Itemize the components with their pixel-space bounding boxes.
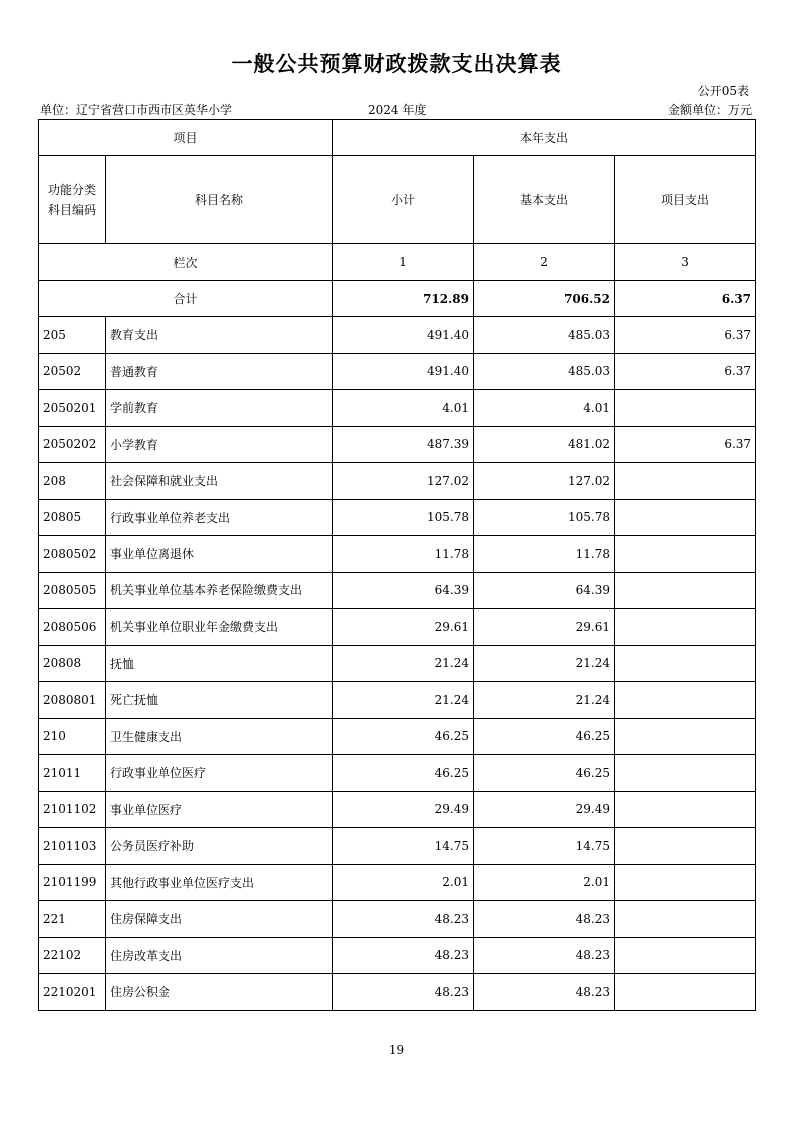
row-code: 2080502 xyxy=(39,536,106,573)
row-name: 事业单位医疗 xyxy=(106,791,333,828)
row-basic: 48.23 xyxy=(474,901,615,938)
row-project: 6.37 xyxy=(615,353,756,390)
row-name: 抚恤 xyxy=(106,645,333,682)
column-number-row xyxy=(39,244,756,281)
expenditure-table xyxy=(38,119,756,1011)
year-label: 2024 年度 xyxy=(368,103,427,117)
row-name: 公务员医疗补助 xyxy=(106,828,333,865)
row-project xyxy=(615,645,756,682)
table-row xyxy=(39,572,756,609)
row-subtotal: 21.24 xyxy=(333,645,474,682)
row-subtotal: 14.75 xyxy=(333,828,474,865)
row-name: 住房保障支出 xyxy=(106,901,333,938)
table-row xyxy=(39,937,756,974)
table-row xyxy=(39,463,756,500)
row-code: 2101199 xyxy=(39,864,106,901)
row-project: 6.37 xyxy=(615,426,756,463)
row-name: 卫生健康支出 xyxy=(106,718,333,755)
table-row xyxy=(39,426,756,463)
row-project xyxy=(615,718,756,755)
row-name: 行政事业单位养老支出 xyxy=(106,499,333,536)
total-label: 合计 xyxy=(39,281,333,317)
row-subtotal: 21.24 xyxy=(333,682,474,719)
row-basic: 48.23 xyxy=(474,937,615,974)
table-row xyxy=(39,645,756,682)
row-code: 2080506 xyxy=(39,609,106,646)
row-name: 住房改革支出 xyxy=(106,937,333,974)
total-project: 6.37 xyxy=(615,281,756,317)
row-project xyxy=(615,463,756,500)
row-code: 2101103 xyxy=(39,828,106,865)
row-basic: 29.49 xyxy=(474,791,615,828)
row-subtotal: 29.61 xyxy=(333,609,474,646)
table-row xyxy=(39,499,756,536)
row-code: 20808 xyxy=(39,645,106,682)
row-subtotal: 105.78 xyxy=(333,499,474,536)
row-code: 2210201 xyxy=(39,974,106,1011)
total-row xyxy=(39,281,756,317)
total-subtotal: 712.89 xyxy=(333,281,474,317)
column-label: 栏次 xyxy=(39,244,333,281)
row-project xyxy=(615,937,756,974)
total-basic: 706.52 xyxy=(474,281,615,317)
row-basic: 4.01 xyxy=(474,390,615,427)
table-row xyxy=(39,682,756,719)
row-basic: 14.75 xyxy=(474,828,615,865)
row-basic: 11.78 xyxy=(474,536,615,573)
row-basic: 485.03 xyxy=(474,317,615,354)
row-code: 2080801 xyxy=(39,682,106,719)
row-basic: 46.25 xyxy=(474,718,615,755)
row-subtotal: 487.39 xyxy=(333,426,474,463)
table-row xyxy=(39,974,756,1011)
row-basic: 21.24 xyxy=(474,682,615,719)
row-name: 死亡抚恤 xyxy=(106,682,333,719)
row-subtotal: 29.49 xyxy=(333,791,474,828)
header-code: 功能分类科目编码 xyxy=(39,156,106,244)
column-2: 2 xyxy=(474,244,615,281)
row-subtotal: 64.39 xyxy=(333,572,474,609)
header-basic: 基本支出 xyxy=(474,156,615,244)
row-name: 学前教育 xyxy=(106,390,333,427)
table-row xyxy=(39,718,756,755)
row-name: 机关事业单位职业年金缴费支出 xyxy=(106,609,333,646)
unit-label: 单位：辽宁省营口市西市区英华小学 xyxy=(40,103,233,117)
row-project xyxy=(615,682,756,719)
row-name: 行政事业单位医疗 xyxy=(106,755,333,792)
row-name: 社会保障和就业支出 xyxy=(106,463,333,500)
row-basic: 2.01 xyxy=(474,864,615,901)
header-project: 项目支出 xyxy=(615,156,756,244)
row-subtotal: 46.25 xyxy=(333,755,474,792)
row-basic: 485.03 xyxy=(474,353,615,390)
form-number: 公开05表 xyxy=(697,84,749,98)
header-row-1 xyxy=(39,120,756,156)
row-code: 2080505 xyxy=(39,572,106,609)
row-subtotal: 48.23 xyxy=(333,937,474,974)
row-code: 208 xyxy=(39,463,106,500)
page-title: 一般公共预算财政拨款支出决算表 xyxy=(231,52,562,76)
table-row xyxy=(39,901,756,938)
row-project xyxy=(615,536,756,573)
row-subtotal: 48.23 xyxy=(333,901,474,938)
table-row xyxy=(39,317,756,354)
row-name: 普通教育 xyxy=(106,353,333,390)
header-name: 科目名称 xyxy=(106,156,333,244)
row-subtotal: 491.40 xyxy=(333,317,474,354)
row-project xyxy=(615,499,756,536)
row-code: 2101102 xyxy=(39,791,106,828)
row-subtotal: 127.02 xyxy=(333,463,474,500)
row-code: 210 xyxy=(39,718,106,755)
row-subtotal: 4.01 xyxy=(333,390,474,427)
row-name: 事业单位离退休 xyxy=(106,536,333,573)
row-subtotal: 11.78 xyxy=(333,536,474,573)
table-row xyxy=(39,353,756,390)
row-project xyxy=(615,828,756,865)
row-project xyxy=(615,572,756,609)
row-basic: 48.23 xyxy=(474,974,615,1011)
meta-line xyxy=(40,101,752,117)
page-number: 19 xyxy=(388,1043,405,1057)
row-code: 20805 xyxy=(39,499,106,536)
table-row xyxy=(39,828,756,865)
table-row xyxy=(39,791,756,828)
column-3: 3 xyxy=(615,244,756,281)
money-unit-label: 金额单位：万元 xyxy=(667,103,752,117)
row-project xyxy=(615,864,756,901)
row-name: 小学教育 xyxy=(106,426,333,463)
row-basic: 46.25 xyxy=(474,755,615,792)
table-row xyxy=(39,390,756,427)
header-subtotal: 小计 xyxy=(333,156,474,244)
table-row xyxy=(39,536,756,573)
row-code: 2050202 xyxy=(39,426,106,463)
row-basic: 105.78 xyxy=(474,499,615,536)
row-subtotal: 491.40 xyxy=(333,353,474,390)
row-code: 21011 xyxy=(39,755,106,792)
row-basic: 29.61 xyxy=(474,609,615,646)
row-code: 205 xyxy=(39,317,106,354)
row-project xyxy=(615,791,756,828)
header-item: 项目 xyxy=(39,120,333,156)
row-basic: 64.39 xyxy=(474,572,615,609)
row-project: 6.37 xyxy=(615,317,756,354)
row-name: 其他行政事业单位医疗支出 xyxy=(106,864,333,901)
row-name: 机关事业单位基本养老保险缴费支出 xyxy=(106,572,333,609)
table-row xyxy=(39,864,756,901)
row-subtotal: 2.01 xyxy=(333,864,474,901)
row-subtotal: 46.25 xyxy=(333,718,474,755)
row-name: 住房公积金 xyxy=(106,974,333,1011)
row-basic: 481.02 xyxy=(474,426,615,463)
row-code: 221 xyxy=(39,901,106,938)
row-code: 22102 xyxy=(39,937,106,974)
table-row xyxy=(39,609,756,646)
row-basic: 21.24 xyxy=(474,645,615,682)
row-basic: 127.02 xyxy=(474,463,615,500)
row-name: 教育支出 xyxy=(106,317,333,354)
row-code: 20502 xyxy=(39,353,106,390)
row-code: 2050201 xyxy=(39,390,106,427)
row-project xyxy=(615,755,756,792)
table-row xyxy=(39,755,756,792)
row-project xyxy=(615,609,756,646)
row-project xyxy=(615,901,756,938)
row-project xyxy=(615,974,756,1011)
header-row-2 xyxy=(39,156,756,244)
column-1: 1 xyxy=(333,244,474,281)
header-current-year: 本年支出 xyxy=(333,120,756,156)
row-subtotal: 48.23 xyxy=(333,974,474,1011)
row-project xyxy=(615,390,756,427)
